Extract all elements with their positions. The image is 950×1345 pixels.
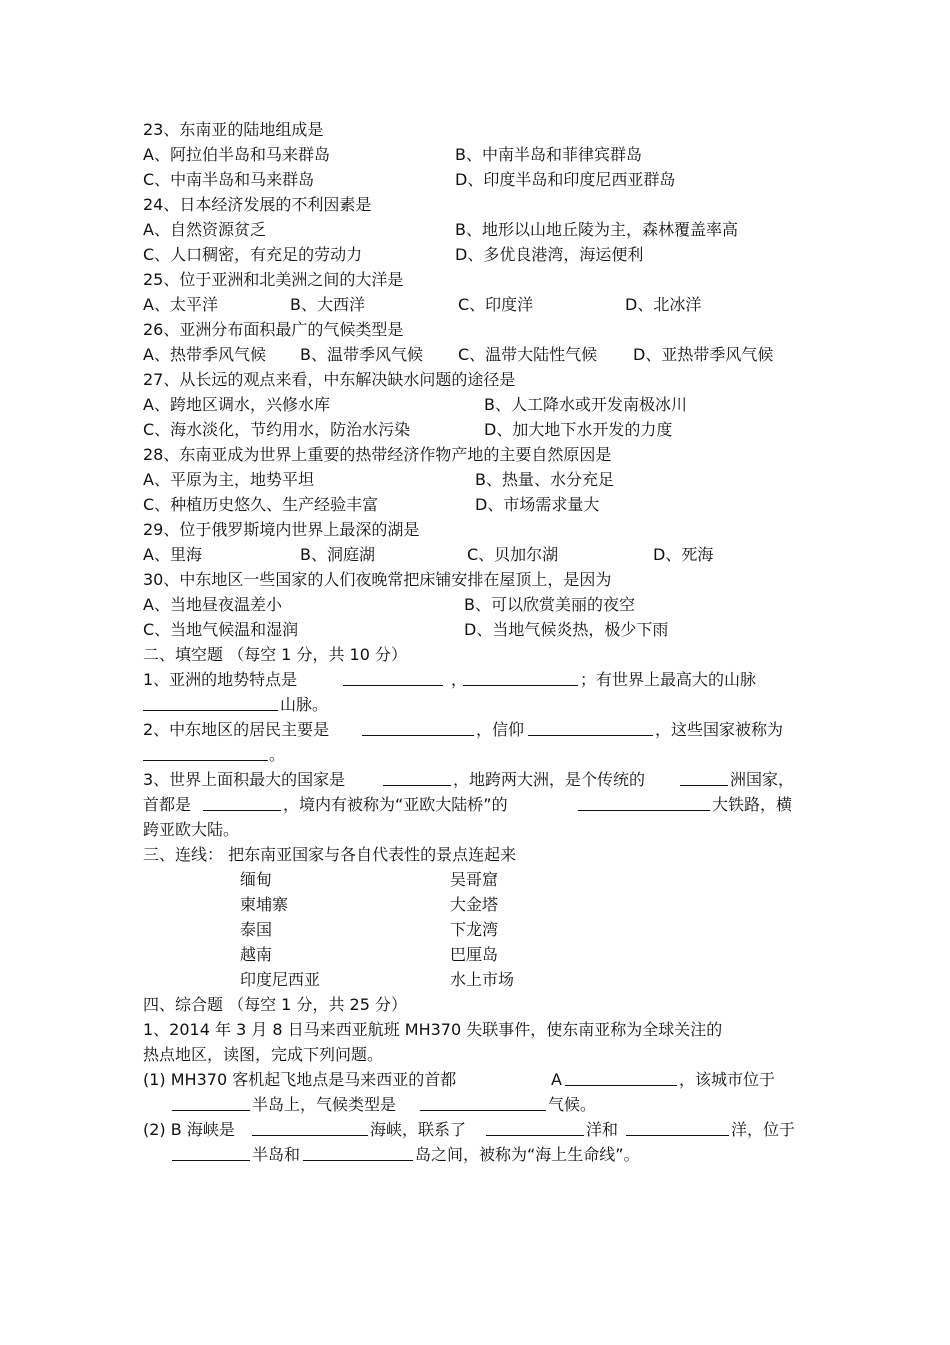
q23-option-b: B、中南半岛和菲律宾群岛	[455, 145, 642, 164]
q24-option-b: B、地形以山地丘陵为主，森林覆盖率高	[455, 220, 738, 239]
q30-option-d: D、当地气候炎热，极少下雨	[464, 620, 669, 639]
q23-option-d: D、印度半岛和印度尼西亚群岛	[455, 170, 676, 189]
question-30: 30、中东地区一些国家的人们夜晚常把床铺安排在屋顶上，是因为	[143, 570, 612, 589]
sight-item[interactable]: 吴哥窟	[450, 870, 499, 889]
answer-blank[interactable]	[565, 1070, 677, 1086]
fill-q2-text2: ，信仰	[476, 720, 525, 739]
comp-p2-text1: (2) B 海峡是	[143, 1120, 235, 1139]
section-heading-matching: 三、连线： 把东南亚国家与各自代表性的景点连起来	[143, 845, 517, 864]
q24-option-d: D、多优良港湾，海运便利	[455, 245, 644, 264]
q25-option-d: D、北冰洋	[625, 295, 702, 314]
q30-option-a: A、当地昼夜温差小	[143, 595, 282, 614]
answer-blank[interactable]	[383, 770, 451, 786]
comp-intro-line2: 热点地区，读图，完成下列问题。	[143, 1045, 384, 1064]
fill-q1-text3: 山脉。	[280, 695, 329, 714]
comp-p2-text6: 岛之间，被称为“海上生命线”。	[415, 1145, 640, 1164]
fill-q3-text1: 3、世界上面积最大的国家是	[143, 770, 346, 789]
fill-q3-text4: 首都是	[143, 795, 192, 814]
fill-q1-sep1: ，	[451, 670, 468, 689]
q30-option-b: B、可以欣赏美丽的夜空	[464, 595, 635, 614]
comp-p2-text4: 洋，位于	[731, 1120, 796, 1139]
answer-blank[interactable]	[252, 1120, 368, 1136]
q28-option-a: A、平原为主，地势平坦	[143, 470, 314, 489]
q28-option-b: B、热量、水分充足	[475, 470, 614, 489]
comp-p2-text5: 半岛和	[252, 1145, 301, 1164]
answer-blank[interactable]	[203, 795, 281, 811]
comp-p1-text4: 半岛上，气候类型是	[252, 1095, 397, 1114]
sight-item[interactable]: 水上市场	[450, 970, 515, 989]
comp-p1-text5: 气候。	[548, 1095, 597, 1114]
country-item[interactable]: 缅甸	[240, 870, 273, 889]
comp-p2-text2: 海峡，联系了	[370, 1120, 467, 1139]
question-26: 26、亚洲分布面积最广的气候类型是	[143, 320, 404, 339]
answer-blank[interactable]	[362, 720, 474, 736]
q23-option-a: A、阿拉伯半岛和马来群岛	[143, 145, 330, 164]
answer-blank[interactable]	[172, 1145, 250, 1161]
q27-option-a: A、跨地区调水，兴修水库	[143, 395, 330, 414]
fill-q2-end: 。	[269, 745, 286, 764]
section-heading-comprehensive: 四、综合题 （每空 1 分，共 25 分）	[143, 995, 407, 1014]
question-29: 29、位于俄罗斯境内世界上最深的湖是	[143, 520, 420, 539]
fill-q2-text3: ，这些国家被称为	[655, 720, 784, 739]
q23-option-c: C、中南半岛和马来群岛	[143, 170, 315, 189]
sight-item[interactable]: 巴厘岛	[450, 945, 499, 964]
answer-blank[interactable]	[172, 1095, 250, 1111]
q28-option-d: D、市场需求量大	[475, 495, 600, 514]
sight-item[interactable]: 大金塔	[450, 895, 499, 914]
q29-option-a: A、里海	[143, 545, 202, 564]
country-item[interactable]: 越南	[240, 945, 273, 964]
q24-option-c: C、人口稠密，有充足的劳动力	[143, 245, 363, 264]
answer-blank[interactable]	[528, 720, 653, 736]
fill-q3-text3: 洲国家，	[730, 770, 795, 789]
answer-blank[interactable]	[463, 670, 578, 686]
fill-q2-text1: 2、中东地区的居民主要是	[143, 720, 330, 739]
q26-option-d: D、亚热带季风气候	[633, 345, 774, 364]
comp-intro-line1: 1、2014 年 3 月 8 日马来西亚航班 MH370 失联事件，使东南亚称为全球关注的	[143, 1020, 723, 1039]
q25-option-a: A、太平洋	[143, 295, 218, 314]
q27-option-c: C、海水淡化，节约用水，防治水污染	[143, 420, 411, 439]
q25-option-c: C、印度洋	[458, 295, 534, 314]
fill-q3-text7: 跨亚欧大陆。	[143, 820, 240, 839]
fill-q3-text2: ，地跨两大洲，是个传统的	[453, 770, 646, 789]
question-25: 25、位于亚洲和北美洲之间的大洋是	[143, 270, 404, 289]
answer-blank[interactable]	[626, 1120, 729, 1136]
q27-option-d: D、加大地下水开发的力度	[484, 420, 673, 439]
comp-p1-label-a: A	[551, 1070, 562, 1089]
answer-blank[interactable]	[486, 1120, 584, 1136]
q29-option-b: B、洞庭湖	[300, 545, 375, 564]
q26-option-b: B、温带季风气候	[300, 345, 423, 364]
fill-q1-text1: 1、亚洲的地势特点是	[143, 670, 298, 689]
sight-item[interactable]: 下龙湾	[450, 920, 499, 939]
answer-blank[interactable]	[303, 1145, 413, 1161]
question-27: 27、从长远的观点来看，中东解决缺水问题的途径是	[143, 370, 516, 389]
answer-blank[interactable]	[680, 770, 728, 786]
fill-q3-text6: 大铁路，横	[712, 795, 793, 814]
question-24: 24、日本经济发展的不利因素是	[143, 195, 372, 214]
answer-blank[interactable]	[578, 795, 710, 811]
q26-option-a: A、热带季风气候	[143, 345, 266, 364]
comp-p1-text3: ，该城市位于	[679, 1070, 776, 1089]
q30-option-c: C、当地气候温和湿润	[143, 620, 299, 639]
comp-p2-text3: 洋和	[586, 1120, 619, 1139]
answer-blank[interactable]	[343, 670, 443, 686]
q29-option-c: C、贝加尔湖	[467, 545, 559, 564]
fill-q1-text2: ；有世界上最高大的山脉	[580, 670, 757, 689]
fill-q3-text5: ，境内有被称为“亚欧大陆桥”的	[283, 795, 508, 814]
question-28: 28、东南亚成为世界上重要的热带经济作物产地的主要自然原因是	[143, 445, 612, 464]
answer-blank[interactable]	[143, 695, 278, 711]
q28-option-c: C、种植历史悠久、生产经验丰富	[143, 495, 379, 514]
answer-blank[interactable]	[143, 745, 268, 761]
q24-option-a: A、自然资源贫乏	[143, 220, 266, 239]
comp-p1-text1: (1) MH370 客机起飞地点是马来西亚的首都	[143, 1070, 457, 1089]
question-23: 23、东南亚的陆地组成是	[143, 120, 324, 139]
q25-option-b: B、大西洋	[290, 295, 365, 314]
section-heading-fill: 二、填空题 （每空 1 分，共 10 分）	[143, 645, 407, 664]
country-item[interactable]: 印度尼西亚	[240, 970, 321, 989]
q27-option-b: B、人工降水或开发南极冰川	[484, 395, 687, 414]
q29-option-d: D、死海	[653, 545, 714, 564]
q26-option-c: C、温带大陆性气候	[458, 345, 598, 364]
country-item[interactable]: 泰国	[240, 920, 273, 939]
answer-blank[interactable]	[420, 1095, 546, 1111]
country-item[interactable]: 柬埔寨	[240, 895, 289, 914]
